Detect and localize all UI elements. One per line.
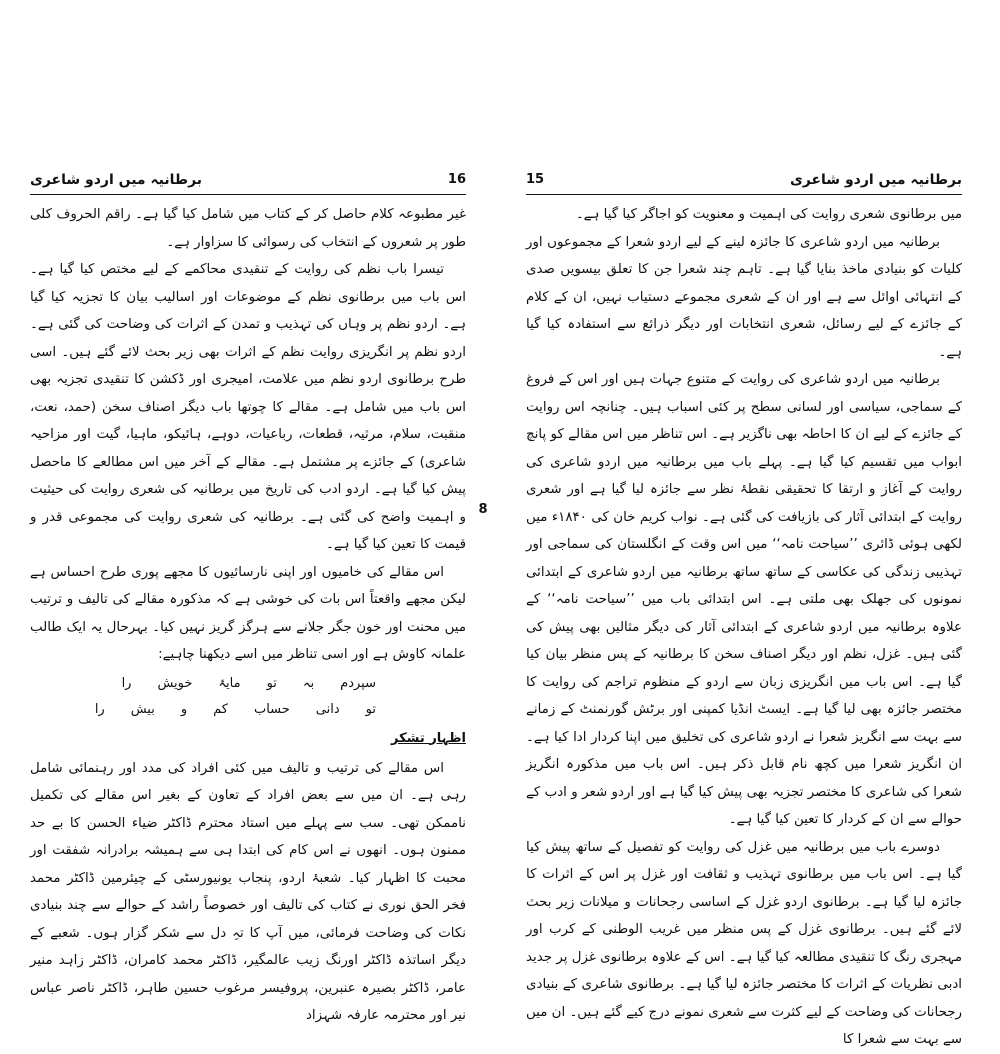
paragraph: میں برطانوی شعری روایت کی اہمیت و معنویت کو اجاگر کیا گیا ہے۔ [575, 207, 962, 222]
left-page-body [30, 201, 466, 1030]
verse-word: بہ [302, 675, 315, 691]
verse-line-1 [30, 671, 376, 697]
verse-word: حساب [253, 701, 290, 717]
page-number: 15 [526, 172, 545, 187]
persian-verse [30, 671, 466, 723]
verse-word: خویش [157, 675, 193, 691]
verse-word: مایۂ [218, 675, 241, 691]
verse-word: را [94, 701, 105, 717]
section-heading-acknowledgment: اظہار تشکر [391, 730, 466, 746]
paragraph: اس مقالے کی خامیوں اور اپنی نارسائیوں کا مجھے پوری طرح احساس ہے لیکن مجھے واقعتاً اس بات کی خوشی ہے کہ مذکورہ مقالے کی تالیف و ترتیب میں محنت اور خون جگر جلانے سے ہرگز گریز نہیں کیا۔ بہرحال یہ ایک طالب علمانہ کاوش ہے اور اسی تناظر میں اسے دیکھنا چاہیے: [30, 564, 466, 662]
paragraph: اس مقالے کی ترتیب و تالیف میں کئی افراد کی مدد اور رہنمائی شامل رہی ہے۔ ان میں سے بعض افراد کے تعاون کے بغیر اس مقالے کی تکمیل ناممکن تھی۔ سب سے پہلے میں استاد محترم ڈاکٹر ضیاء الحسن کا بے حد ممنون ہوں۔ انھوں نے اس کام کی ابتدا ہی سے ہمیشہ برادرانہ شفقت اور محبت کا اظہار کیا۔ شعبۂ اردو، پنجاب یونیورسٹی کے چیئرمین ڈاکٹر محمد فخر الحق نوری نے کتاب کی تالیف اور خصوصاً راشد کے حوالے سے چند بنیادی نکات کی وضاحت فرمائی، میں آپ کا تہِ دل سے شکر گزار ہوں۔ شعبے کے دیگر اساتذہ ڈاکٹر اورنگ زیب عالمگیر، ڈاکٹر محمد کامران، ڈاکٹر زاہد منیر عامر، ڈاکٹر بصیرہ عنبرین، پروفیسر مرغوب حسین طاہر، ڈاکٹر ناصر عباس نیر اور محترمہ عارفہ شہزاد [30, 760, 466, 1023]
verse-word: تو [266, 675, 277, 691]
verse-word: سپردم [340, 675, 376, 691]
paragraph: دوسرے باب میں برطانیہ میں غزل کی روایت کو تفصیل کے ساتھ پیش کیا گیا ہے۔ اس باب میں برطانوی تہذیب و ثقافت اور غزل پر اس کے اثرات کا جائزہ لیا گیا ہے۔ برطانوی اردو غزل کے اساسی رجحانات و میلانات زیر بحث لائے گئے ہیں۔ برطانوی غزل کے پس منظر میں غریب الوطنی کے کرب اور مہجری رنگ کا تنقیدی مطالعہ کیا گیا ہے۔ اس کے علاوہ برطانوی غزل پر جدید ادبی نظریات کے اثرات کا مختصر جائزہ لیا گیا ہے۔ برطانوی شاعری کے بنیادی رجحانات کی وضاحت کے لیے کثرت سے شعری نمونے درج کیے گئے ہیں۔ ان میں سے بہت سے شعرا کا [525, 839, 962, 1047]
running-title: برطانیہ میں اردو شاعری [30, 172, 203, 188]
verse-word: بیش [130, 701, 155, 717]
paragraph: برطانیہ میں اردو شاعری کی روایت کے متنوع جہات ہیں اور اس کے فروغ کے سماجی، سیاسی اور لسانی سطح پر کئی اسباب ہیں۔ چنانچہ اس روایت کے جائزے کے لیے ان کا احاطہ بھی ناگزیر ہے۔ اس تناظر میں اس مقالے کو پانچ ابواب میں تقسیم کیا گیا ہے۔ پہلے باب میں برطانیہ میں اردو شاعری کی روایت کے آغاز و ارتقا کا تحقیقی نقطۂ نظر سے جائزہ لیا گیا ہے اور شعری روایت کے ابتدائی آثار کی بازیافت کی گئی ہے۔ نواب کریم خان کی ۱۸۴۰ء میں لکھی ہوئی ڈائری ’’سیاحت نامہ‘‘ میں اس وقت کے انگلستان کی سماجی اور تہذیبی زندگی کی عکاسی کے ساتھ ساتھ برطانیہ میں اردو شاعری کے ابتدائی نمونوں کی جھلک بھی ملتی ہے۔ اس ابتدائی باب میں ’’سیاحت نامہ‘‘ کے علاوہ برطانیہ میں اردو شاعری کے ابتدائی آثار کی دیگر مثالیں بھی پیش کی گئی ہیں۔ غزل، نظم اور دیگر اصناف سخن کا برطانیہ کے پس منظر بیان کیا گیا ہے۔ اس باب میں انگریزی زبان سے اردو کے منظوم تراجم کی روایت کا مختصر جائزہ بھی لیا گیا ہے۔ ایسٹ انڈیا کمپنی اور برٹش گورنمنٹ کے زمانے سے بہت سے انگریز شعرا نے اردو شاعری کی تخلیق میں اپنا کردار ادا کیا ہے۔ ان انگریز شعرا میں کچھ نام قابل ذکر ہیں۔ اس باب میں مذکورہ انگریز شعرا کی شاعری کا مختصر تجزیہ بھی پیش کیا گیا ہے اور اردو شعر و ادب کے حوالے سے ان کے کردار کا تعین کیا گیا ہے۔ [526, 372, 962, 827]
paragraph: غیر مطبوعہ کلام حاصل کر کے کتاب میں شامل کیا گیا ہے۔ راقم الحروف کلی طور پر شعروں کے انتخاب کی رسوائی کا سزاوار ہے۔ [30, 207, 466, 250]
running-title: برطانیہ میں اردو شاعری [789, 172, 962, 188]
verse-word: را [121, 675, 132, 691]
paragraph: برطانیہ میں اردو شاعری کا جائزہ لینے کے لیے اردو شعرا کے مجموعوں اور کلیات کو بنیادی ماخذ بنایا گیا ہے۔ تاہم چند شعرا جن کا تعلق بیسویں صدی کے انتہائی اوائل سے ہے اور ان کے شعری مجموعے دستیاب نہیں، ان کے کلام کے جائزے کے لیے رسائل، شعری انتخابات اور دیگر ذرائع سے استفادہ کیا گیا ہے۔ [526, 234, 962, 360]
right-page-body [526, 201, 962, 1054]
right-page [526, 170, 962, 1054]
right-page-header [526, 170, 962, 195]
verse-word: دانی [315, 701, 340, 717]
verse-word: و [180, 701, 188, 717]
left-page-header [30, 170, 466, 195]
verse-word: تو [365, 701, 376, 717]
verse-word: کم [213, 701, 228, 717]
left-page [30, 170, 466, 1030]
verse-line-2 [30, 697, 376, 723]
center-number: 8 [478, 502, 488, 517]
page-number: 16 [447, 172, 466, 187]
paragraph: تیسرا باب نظم کی روایت کے تنقیدی محاکمے کے لیے مختص کیا گیا ہے۔ اس باب میں برطانوی نظم کے موضوعات اور اسالیب بیان کا تجزیہ کیا گیا ہے۔ اردو نظم پر وہاں کی تہذیب و تمدن کے اثرات کی وضاحت کی گئی ہے۔ اردو نظم پر انگریزی روایت نظم کے اثرات بھی زیر بحث لائے گئے ہیں۔ اسی طرح برطانوی اردو نظم میں علامت، امیجری اور ڈکشن کا تنقیدی تجزیہ بھی اس باب میں شامل ہے۔ مقالے کا چوتھا باب دیگر اصناف سخن (حمد، نعت، منقبت، سلام، مرثیہ، قطعات، رباعیات، دوہے، ہائیکو، ماہیا، گیت اور مزاحیہ شاعری) کے جائزے پر مشتمل ہے۔ مقالے کے آخر میں اس مطالعے کا ماحصل پیش کیا گیا ہے۔ اردو ادب کی تاریخ میں برطانیہ کی شعری روایت کی حیثیت و اہمیت واضح کی گئی ہے۔ برطانیہ کی شعری روایت کی مجموعی قدر و قیمت کا تعین کیا گیا ہے۔ [30, 262, 466, 552]
